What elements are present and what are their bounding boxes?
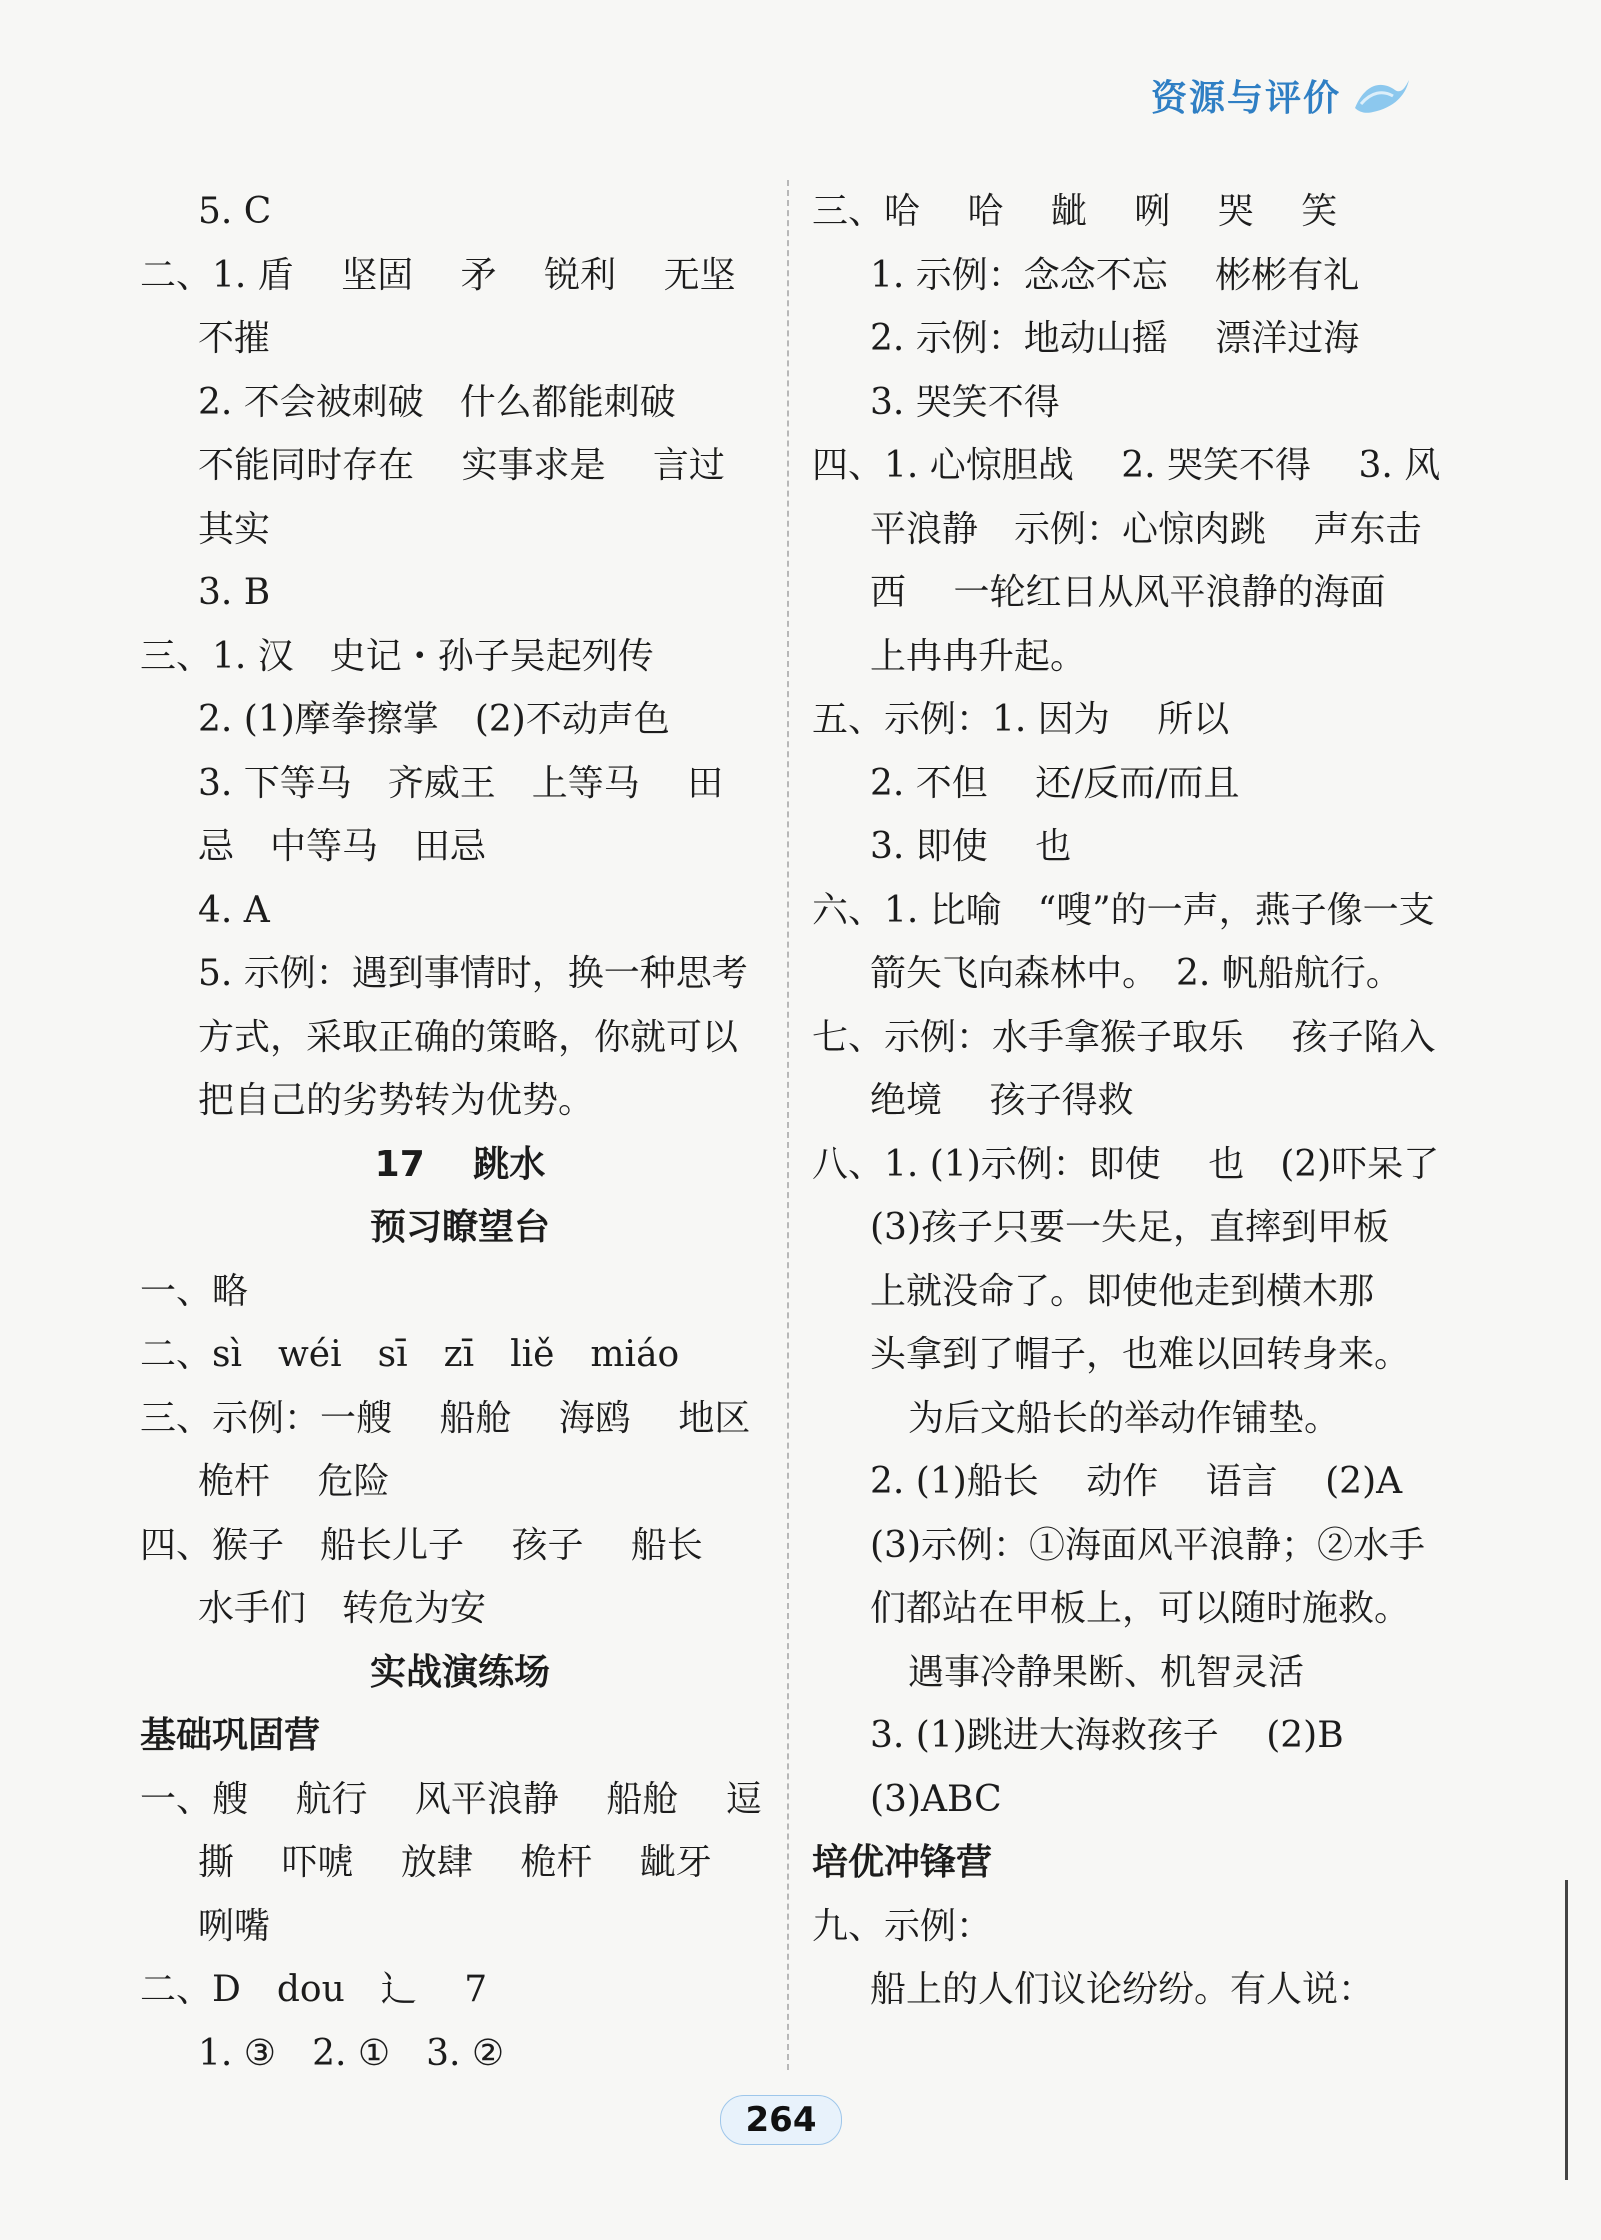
answer-line: (3)ABC: [870, 1778, 1002, 1820]
answer-line: 2. (1)船长 动作 语言 (2)A: [870, 1461, 1403, 1502]
right-column: [812, 180, 1452, 2022]
answer-line: 4. A: [198, 889, 270, 931]
answer-line: 四、1. 心惊胆战 2. 哭笑不得 3. 风: [812, 445, 1441, 486]
brush-stroke-icon: [1351, 74, 1411, 118]
answer-line: 为后文船长的举动作铺垫。: [908, 1397, 1341, 1439]
answer-line: 不能同时存在 实事求是 言过: [198, 445, 725, 486]
answer-line: 箭矢飞向森林中。 2. 帆船航行。: [870, 953, 1402, 994]
answer-line: (3)孩子只要一失足，直摔到甲板: [870, 1207, 1389, 1248]
page-edge-line: [1565, 1880, 1568, 2180]
answer-line: 撕 吓唬 放肆 桅杆 龇牙: [198, 1842, 712, 1883]
answer-line: 其实: [198, 508, 271, 550]
answer-line: 2. (1)摩拳擦掌 (2)不动声色: [198, 699, 670, 740]
left-column: [140, 180, 780, 2085]
answer-line: 咧嘴: [198, 1905, 271, 1947]
answer-line: 八、1. (1)示例：即使 也 (2)吓呆了: [812, 1143, 1440, 1185]
answer-line: 上就没命了。即使他走到横木那: [870, 1270, 1375, 1312]
answer-line: 3. (1)跳进大海救孩子 (2)B: [870, 1715, 1344, 1756]
answer-line: 桅杆 危险: [198, 1461, 390, 1502]
answer-line: 绝境 孩子得救: [870, 1080, 1134, 1121]
answer-line: 方式，采取正确的策略，你就可以: [198, 1016, 739, 1058]
answer-line: 上冉冉升起。: [870, 635, 1087, 677]
answer-line: 遇事冷静果断、机智灵活: [908, 1651, 1305, 1693]
answer-line: 二、D dou 辶 7: [140, 1969, 488, 2010]
answer-line: 一、略: [140, 1270, 249, 1312]
answer-line: 九、示例：: [812, 1905, 993, 1947]
answer-line: 5. C: [198, 191, 272, 232]
answer-line: 3. B: [198, 572, 271, 613]
answer-line: 七、示例：水手拿猴子取乐 孩子陷入: [812, 1016, 1436, 1058]
answer-line: 2. 不但 还/反而/而且: [870, 762, 1240, 804]
page-number: 264: [720, 2095, 842, 2145]
answer-line: 西 一轮红日从风平浪静的海面: [870, 572, 1386, 613]
section-heading: 预习瞭望台: [369, 1207, 550, 1248]
answer-line: 2. 示例：地动山摇 漂洋过海: [870, 318, 1360, 359]
header-title: 资源与评价: [1150, 78, 1341, 119]
answer-line: 船上的人们议论纷纷。有人说：: [870, 1969, 1375, 2010]
answer-line: 5. 示例：遇到事情时，换一种思考: [198, 953, 748, 994]
page-header: [1151, 70, 1411, 121]
answer-line: (3)示例：①海面风平浪静；②水手: [870, 1524, 1425, 1566]
section-heading: 实战演练场: [369, 1651, 550, 1693]
column-divider: [787, 180, 789, 2070]
answer-line: 三、哈 哈 龇 咧 哭 笑: [812, 191, 1338, 232]
answer-line: 二、sì wéi sī zī liě miáo: [140, 1334, 680, 1375]
subsection-heading: 基础巩固营: [140, 1715, 321, 1756]
answer-line: 3. 哭笑不得: [870, 381, 1060, 423]
subsection-heading: 培优冲锋营: [812, 1842, 993, 1883]
answer-line: 三、示例：一艘 船舱 海鸥 地区: [140, 1397, 751, 1439]
answer-line: 一、艘 航行 风平浪静 船舱 逗: [140, 1778, 762, 1820]
answer-line: 头拿到了帽子，也难以回转身来。: [870, 1334, 1411, 1375]
answer-line: 3. 下等马 齐威王 上等马 田: [198, 762, 724, 804]
answer-line: 1. ③ 2. ① 3. ②: [198, 2032, 505, 2074]
answer-line: 不摧: [198, 318, 271, 359]
answer-line: 忌 中等马 田忌: [198, 826, 487, 867]
answer-line: 们都站在甲板上，可以随时施救。: [870, 1588, 1411, 1629]
answer-line: 1. 示例：念念不忘 彬彬有礼: [870, 254, 1360, 296]
answer-line: 五、示例：1. 因为 所以: [812, 699, 1230, 740]
answer-line: 六、1. 比喻 “嗖”的一声，燕子像一支: [812, 889, 1435, 931]
answer-line: 把自己的劣势转为优势。: [198, 1080, 595, 1121]
answer-line: 水手们 转危为安: [198, 1588, 487, 1629]
answer-line: 四、猴子 船长儿子 孩子 船长: [140, 1524, 703, 1566]
answer-line: 2. 不会被刺破 什么都能刺破: [198, 381, 676, 423]
lesson-title: 17 跳水: [374, 1143, 546, 1185]
answer-line: 二、1. 盾 坚固 矛 锐利 无坚: [140, 254, 736, 296]
answer-line: 三、1. 汉 史记・孙子吴起列传: [140, 635, 654, 677]
answer-line: 3. 即使 也: [870, 826, 1072, 867]
answer-line: 平浪静 示例：心惊肉跳 声东击: [870, 508, 1422, 550]
